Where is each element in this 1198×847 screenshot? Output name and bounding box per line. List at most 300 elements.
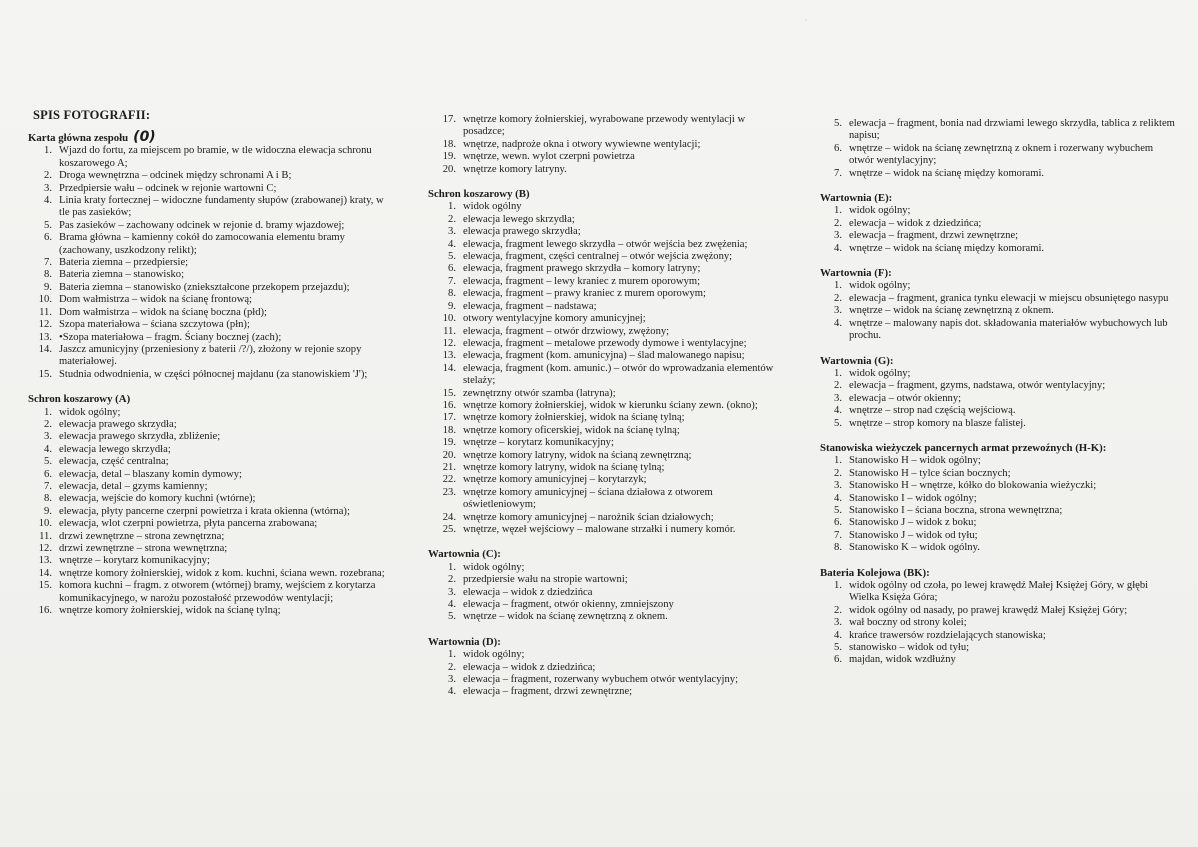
item-number: 9. [44,505,52,517]
list-item [28,269,388,281]
list-item [820,230,1180,242]
list-item [28,282,388,294]
item-number: 3. [834,480,842,492]
list-item [428,474,788,486]
list-item [820,243,1180,255]
item-text: wnętrze komory żołnierskiej, widok z kom. kuchni, ściana wewn. rozebrana; [59,567,385,579]
item-text: Szopa materiałowa – ściana szczytowa (płn); [59,319,250,331]
list-item [28,481,388,493]
list-item [28,456,388,468]
item-number: 9. [448,300,456,312]
item-text: widok ogólny; [463,649,525,661]
item-text: otwory wentylacyjne komory amunicyjnej; [463,313,646,325]
item-number: 3. [448,674,456,686]
list-item [28,506,388,518]
item-text: elewacja lewego skrzydła; [59,443,171,455]
item-text: wnętrze komory latryny, widok na ścianą zewnętrzną; [463,449,692,461]
item-number: 16. [442,399,456,411]
list-item [428,239,788,251]
list-item [428,114,788,139]
item-number: 8. [834,542,842,554]
list-item [28,257,388,269]
item-number: 5. [834,642,842,654]
item-text: Stanowisko H – wnętrze, kółko do blokowania wieżyczki; [849,480,1097,492]
item-text: elewacja – fragment, bonia nad drzwiami lewego skrzydła, tablica z reliktem napisu; [849,118,1175,142]
item-number: 13. [38,331,52,343]
section-heading-text: Karta główna zespołu [28,132,129,144]
list-item [428,276,788,288]
list-item [28,170,388,182]
item-number: 2. [448,574,456,586]
list-item [820,418,1180,430]
item-number: 20. [442,449,456,461]
item-number: 10. [442,313,456,325]
item-text: wnętrze – widok na ścianę między komorami. [849,167,1045,179]
item-number: 3. [44,182,52,194]
item-text: wnętrze – widok na ścianę zewnętrzną z oknem. [849,305,1054,317]
list-item [428,388,788,400]
list-item [28,469,388,481]
item-number: 5. [834,417,842,429]
list-item [820,293,1180,305]
item-number: 3. [834,392,842,404]
item-number: 6. [448,263,456,275]
list-item [428,562,788,574]
item-text: Stanowisko H – widok ogólny; [849,455,981,467]
item-text: elewacja – fragment, gzyms, nadstawa, otwór wentylacyjny; [849,380,1106,392]
item-number: 9. [44,281,52,293]
item-number: 8. [44,493,52,505]
item-text: elewacja, wejście do komory kuchni (wtórne); [59,493,256,505]
list-item [428,338,788,350]
item-text: wnętrze komory żołnierskiej, wyrabowane przewody wentylacji w posadzce; [463,114,746,138]
item-text: wnętrze komory oficerskiej, widok na ścianę tylną; [463,424,680,436]
item-number: 11. [39,530,52,542]
item-text: widok ogólny; [849,367,911,379]
item-number: 1. [44,145,52,157]
item-text: widok ogólny; [59,406,121,418]
section-heading [820,567,1180,579]
item-text: Bateria ziemna – stanowisko; [59,269,185,281]
list-item [428,686,788,698]
item-text: •Szopa materiałowa – fragm. Ściany bocznej (zach); [59,331,282,343]
list-item [820,468,1180,480]
list-item [28,195,388,220]
item-text: elewacja prawego skrzydła, zbliżenie; [59,431,221,443]
item-number: 5. [44,456,52,468]
item-text: elewacja, część centralna; [59,456,169,468]
item-text: widok ogólny; [849,205,911,217]
item-number: 20. [442,163,456,175]
item-number: 4. [834,242,842,254]
item-text: wnętrze komory żołnierskiej, widok na ścianę tylną; [463,412,685,424]
item-text: elewacja, fragment – prawy kraniec z murem oporowym; [463,288,706,300]
photo-list-section [820,267,1180,342]
list-item [820,493,1180,505]
item-text: wnętrze komory amunicyjnej – ściana działowa z otworem oświetleniowym; [463,486,713,511]
list-item [428,587,788,599]
list-item [428,462,788,474]
list-item [28,369,388,381]
item-number: 24. [442,511,456,523]
item-text: przedpiersie wału na stropie wartowni; [463,574,628,586]
item-number: 12. [38,543,52,554]
list-item [28,518,388,530]
item-text: widok ogólny; [849,280,911,292]
item-number: 1. [834,205,842,217]
item-text: elewacja, wlot czerpni powietrza, płyta pancerna zrabowana; [59,518,318,530]
list-item [428,201,788,213]
item-text: elewacja, fragment – lewy kraniec z murem oporowym; [463,275,701,287]
item-text: elewacja, fragment, części centralnej – otwór wejścia zwężony; [463,251,733,263]
item-number: 22. [442,474,456,486]
list-item [820,654,1180,666]
list-item [820,530,1180,542]
list-item [428,214,788,226]
item-text: wnętrze komory latryny, widok na ścianę tylną; [463,461,665,473]
list-item [820,118,1180,143]
item-number: 4. [44,195,52,207]
item-text: wnętrze – widok na ścianę między komorami. [849,242,1045,254]
item-number: 2. [448,213,456,225]
section-heading [28,393,388,405]
section-heading [820,355,1180,367]
item-text: elewacja prawego skrzydła; [463,226,581,238]
list-item [428,288,788,300]
item-number: 14. [442,362,456,374]
item-number: 1. [834,280,842,292]
list-item [28,307,388,319]
item-number: 4. [834,317,842,329]
item-number: 10. [38,294,52,306]
item-number: 3. [448,226,456,238]
item-text: Brama główna – kamienny cokół do zamocowania elementu bramy (zachowany, uszkodzony relikt); [59,232,345,256]
item-text: Stanowisko J – widok z boku; [849,517,977,529]
item-text: elewacja, fragment (kom. amunicyjna) – ślad malowanego napisu; [463,350,745,362]
list-item [428,350,788,362]
item-text: wał boczny od strony kolei; [849,617,967,629]
list-item [428,251,788,263]
item-text: Dom wałmistrza – widok na ścianę boczna (płd); [59,306,267,318]
list-item [428,450,788,462]
item-number: 4. [448,238,456,250]
list-item [820,630,1180,642]
list-item [428,301,788,313]
section-heading [428,548,788,560]
item-number: 5. [834,504,842,516]
item-text: Bateria ziemna – przedpiersie; [59,257,189,269]
item-text: widok ogólny [463,201,522,213]
list-item [820,642,1180,654]
item-number: 4. [448,599,456,611]
photo-list-section [820,192,1180,255]
item-text: elewacja, fragment – otwór drzwiowy, zwężony; [463,325,670,337]
item-number: 2. [834,217,842,229]
section-heading-text: Wartownia (C): [428,548,501,561]
list-item [820,580,1180,605]
item-number: 17. [442,114,456,125]
photo-list-section [820,567,1180,667]
item-text: elewacja, fragment – nadstawa; [463,300,597,312]
item-text: elewacja, fragment prawego skrzydła – komory latryny; [463,263,701,275]
item-text: Bateria ziemna – stanowisko (zniekształcone przekopem przejazdu); [59,281,350,293]
item-text: wnętrze, nadproże okna i otwory wywiewne wentylacji; [463,138,701,150]
item-text: elewacja, fragment – metalowe przewody dymowe i wentylacyjne; [463,337,747,349]
photo-list-section [428,548,788,623]
item-number: 5. [834,118,842,129]
list-item [820,617,1180,629]
item-number: 1. [834,580,842,591]
item-number: 6. [44,468,52,480]
item-number: 1. [834,455,842,467]
item-number: 7. [448,275,456,287]
list-item [28,493,388,505]
item-text: widok ogólny od czoła, po lewej krawędź Małej Księżej Góry, w głębi Wielka Księża Góra; [849,580,1149,604]
section-heading-text: Schron koszarowy (B) [428,188,530,201]
item-number: 7. [834,167,842,179]
item-number: 15. [38,580,52,592]
list-item [28,555,388,567]
item-text: Dom wałmistrza – widok na ścianę frontową; [59,294,252,306]
list-item [428,412,788,424]
section-heading-text: Stanowiska wieżyczek pancernych armat przewoźnych (H-K): [820,441,1107,454]
list-item [428,363,788,388]
item-number: 15. [38,368,52,380]
item-number: 2. [834,604,842,616]
list-item [428,164,788,176]
column-left [28,131,388,629]
list-item [28,568,388,580]
item-number: 1. [834,367,842,379]
item-number: 2. [834,292,842,304]
item-text: elewacja, fragment lewego skrzydła – otwór wejścia bez zwężenia; [463,238,748,250]
item-text: drzwi zewnętrzne – strona zewnętrzna; [59,530,225,542]
item-number: 16. [38,605,52,617]
list-item [28,145,388,170]
item-number: 3. [44,431,52,443]
list-item [28,531,388,543]
item-text: komora kuchni – fragm. z otworem (wtórnej) bramy, wejściem z korytarza komunikacyjnego, w narożu pozostałość przewodów wentylacji; [59,580,376,604]
item-number: 1. [448,201,456,213]
item-number: 4. [834,492,842,504]
item-number: 3. [448,586,456,598]
list-item [820,205,1180,217]
item-number: 13. [38,555,52,567]
list-item [428,263,788,275]
list-item [820,517,1180,529]
photo-list-section [820,442,1180,555]
item-number: 19. [442,437,456,449]
item-text: wnętrze komory żołnierskiej, widok w kierunku ściany zewn. (okno); [463,399,758,411]
item-number: 18. [442,138,456,150]
item-text: elewacja – otwór okienny; [849,392,962,404]
item-number: 14. [38,567,52,579]
item-number: 2. [834,380,842,392]
column-right [820,118,1180,679]
page-title: SPIS FOTOGRAFII: [33,108,151,122]
photo-list-section [28,131,388,381]
item-number: 5. [44,219,52,231]
item-number: 12. [38,319,52,331]
section-heading [820,192,1180,204]
item-text: elewacja, detal – gzyms kamienny; [59,480,208,492]
list-item [428,437,788,449]
item-text: wnętrze komory latryny. [463,163,567,175]
list-item [28,344,388,369]
section-heading-text: Schron koszarowy (A) [28,393,131,406]
item-number: 2. [44,418,52,430]
section-heading-text: Wartownia (G): [820,354,894,367]
list-item [428,400,788,412]
item-text: Stanowisko I – ściana boczna, strona wewnętrzna; [849,504,1063,516]
list-item [820,168,1180,180]
item-text: Stanowisko J – widok od tyłu; [849,529,978,541]
item-text: Stanowisko H – tylce ścian bocznych; [849,467,1011,479]
item-number: 1. [44,406,52,418]
list-item [820,542,1180,554]
item-text: wnętrze, węzeł wejściowy – malowane strzałki i numery komór. [463,524,736,535]
item-text: wnętrze – widok na ścianę zewnętrzną z oknem. [463,611,668,623]
photo-list-section [820,118,1180,180]
list-item [820,143,1180,168]
item-text: elewacja – fragment, granica tynku elewacji w miejscu obsuniętego nasypu [849,292,1169,304]
list-item [28,220,388,232]
section-heading-text: Wartownia (D): [428,635,501,648]
list-item [820,318,1180,343]
item-text: elewacja – fragment, drzwi zewnętrzne; [463,686,633,698]
list-item [428,574,788,586]
list-item [820,380,1180,392]
list-item [428,425,788,437]
handwritten-mark: (0) [133,129,156,145]
item-text: elewacja prawego skrzydła; [59,418,177,430]
item-text: majdan, widok wzdłużny [849,654,956,666]
item-text: Stanowisko I – widok ogólny; [849,492,977,504]
item-text: Linia kraty fortecznej – widoczne fundamenty słupów (zrabowanej) kraty, w tle pas zasieków; [59,195,384,219]
scan-speck: ' [805,18,808,27]
item-number: 3. [834,617,842,629]
item-number: 7. [834,529,842,541]
item-text: elewacja – widok z dziedzińca; [463,661,596,673]
list-item [428,674,788,686]
item-number: 11. [443,325,456,337]
item-text: elewacja, płyty pancerne czerpni powietrza i krata okienna (wtórna); [59,505,350,517]
item-number: 4. [834,629,842,641]
item-text: wnętrze – widok na ścianę zewnętrzną z oknem i rozerwany wybuchem otwór wentylacyjny; [849,142,1154,167]
section-heading [28,131,388,144]
list-item [428,487,788,512]
list-item [820,505,1180,517]
list-item [820,393,1180,405]
item-number: 18. [442,424,456,436]
item-number: 2. [44,170,52,182]
column-middle [428,114,788,711]
item-text: elewacja – widok z dziedzińca; [849,217,982,229]
item-text: zewnętrzny otwór szamba (latryna); [463,387,616,399]
list-item [428,139,788,151]
item-text: wnętrze komory żołnierskiej, widok na ścianę tylną; [59,605,281,617]
section-heading [428,188,788,200]
item-text: widok ogólny od nasady, po prawej krawędź Małej Księżej Góry; [849,604,1128,616]
list-item [820,405,1180,417]
item-text: wnętrze komory amunicyjnej – korytarzyk; [463,474,647,486]
item-number: 7. [44,480,52,492]
item-text: Przedpiersie wału – odcinek w rejonie wartowni C; [59,182,277,194]
item-text: wnętrze – malowany napis dot. składowania materiałów wybuchowych lub prochu. [849,317,1168,342]
item-text: Jaszcz amunicyjny (przeniesiony z baterii /?/), złożony w rejonie szopy materiałowej. [59,343,362,368]
item-number: 19. [442,151,456,163]
list-item [820,605,1180,617]
item-text: Studnia odwodnienia, w części północnej majdanu (za stanowiskiem 'J'); [59,368,368,380]
item-number: 13. [442,350,456,362]
list-item [28,319,388,331]
item-number: 8. [448,288,456,300]
list-item [28,543,388,555]
item-number: 11. [39,306,52,318]
item-text: wnętrze – strop nad częścią wejściową. [849,405,1016,417]
item-number: 7. [44,257,52,269]
section-heading [428,636,788,648]
list-item [28,605,388,617]
list-item [28,431,388,443]
section-heading-text: Wartownia (E): [820,192,893,205]
item-text: drzwi zewnętrzne – strona wewnętrzna; [59,543,228,554]
item-text: elewacja, detal – blaszany komin dymowy; [59,468,242,480]
item-text: wnętrze – korytarz komunikacyjny; [463,437,614,449]
item-text: krańce trawersów rozdzielających stanowiska; [849,629,1046,641]
list-item [428,151,788,163]
list-item [28,183,388,195]
item-text: elewacja, fragment (kom. amunic.) – otwór do wprowadzania elementów stelaży; [463,362,774,387]
item-number: 4. [448,686,456,698]
item-text: Pas zasieków – zachowany odcinek w rejonie d. bramy wjazdowej; [59,219,345,231]
list-item [428,599,788,611]
photo-list-section [428,188,788,536]
list-item [428,524,788,536]
list-item [428,662,788,674]
item-number: 1. [448,561,456,573]
item-number: 1. [448,649,456,661]
item-text: wnętrze – korytarz komunikacyjny; [59,555,210,567]
list-item [820,218,1180,230]
item-text: wnętrze – strop komory na blasze falistej. [849,417,1026,429]
item-number: 8. [44,269,52,281]
item-text: Stanowisko K – widok ogólny. [849,542,980,554]
list-item [820,480,1180,492]
section-heading [820,267,1180,279]
item-number: 2. [834,467,842,479]
item-text: stanowisko – widok od tyłu; [849,642,970,654]
item-number: 4. [44,443,52,455]
item-text: wnętrze, wewn. wylot czerpni powietrza [463,151,635,163]
item-text: Wjazd do fortu, za miejscem po bramie, w tle widoczna elewacja schronu koszarowego A; [59,145,372,169]
item-number: 6. [834,517,842,529]
item-number: 6. [834,654,842,666]
section-heading-text: Wartownia (F): [820,267,892,280]
item-number: 10. [38,518,52,530]
item-number: 12. [442,337,456,349]
list-item [28,294,388,306]
list-item [28,232,388,257]
list-item [28,407,388,419]
item-number: 17. [442,412,456,424]
section-heading-text: Bateria Kolejowa (BK): [820,566,930,579]
list-item [28,419,388,431]
item-number: 4. [834,405,842,417]
photo-list-section [820,355,1180,430]
item-number: 5. [448,251,456,263]
list-item [428,326,788,338]
